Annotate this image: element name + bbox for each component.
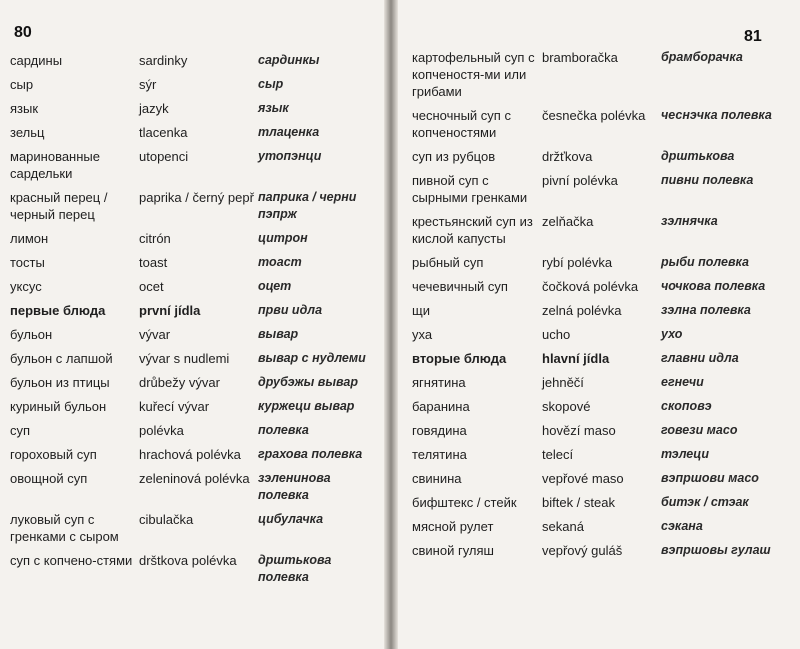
czech-term: tlacenka (139, 125, 188, 140)
czech-term: vepřový guláš (542, 543, 623, 558)
table-row (412, 467, 796, 491)
pronunciation: сардинкы (258, 53, 320, 67)
russian-term: суп (10, 423, 31, 438)
czech-term: vývar s nudlemi (139, 351, 230, 366)
table-row (10, 145, 382, 186)
czech-term: hlavní jídla (542, 351, 610, 366)
russian-term: свинина (412, 471, 462, 486)
table-row (10, 251, 382, 275)
table-row (10, 186, 382, 227)
pronunciation: рыби полевка (661, 255, 749, 269)
czech-term: citrón (139, 231, 171, 246)
czech-term: hovězí maso (542, 423, 616, 438)
pronunciation: зэленинова полевка (258, 471, 331, 502)
russian-term: суп из рубцов (412, 149, 496, 164)
russian-term: овощной суп (10, 471, 88, 486)
table-row (412, 371, 796, 395)
table-row (412, 104, 796, 145)
russian-term: гороховый суп (10, 447, 97, 462)
czech-term: skopové (542, 399, 591, 414)
pronunciation: брамборачка (661, 50, 743, 64)
czech-term: paprika / černý pepř (139, 190, 254, 205)
pronunciation: ухо (661, 327, 683, 341)
czech-term: první jídla (139, 303, 201, 318)
pronunciation: тлаценка (258, 125, 320, 139)
czech-term: jazyk (139, 101, 169, 116)
russian-term: бульон (10, 327, 53, 342)
russian-term: лимон (10, 231, 49, 246)
table-row (412, 443, 796, 467)
czech-term: ucho (542, 327, 571, 342)
czech-term: rybí polévka (542, 255, 613, 270)
russian-term: бульон из птицы (10, 375, 110, 390)
pronunciation: сыр (258, 77, 284, 91)
table-row (10, 49, 382, 73)
table-row (412, 210, 796, 251)
table-row (10, 467, 382, 508)
russian-term: чечевичный суп (412, 279, 508, 294)
czech-term: zeleninová polévka (139, 471, 250, 486)
table-row (10, 275, 382, 299)
czech-term: bramboračka (542, 50, 618, 65)
table-row (10, 443, 382, 467)
czech-term: polévka (139, 423, 184, 438)
czech-term: utopenci (139, 149, 189, 164)
page-number-right: 81 (744, 28, 762, 45)
russian-term: сыр (10, 77, 34, 92)
pronunciation: скоповэ (661, 399, 712, 413)
pronunciation: полевка (258, 423, 309, 437)
czech-term: sekaná (542, 519, 584, 534)
table-row (10, 227, 382, 251)
table-row (412, 347, 796, 371)
russian-term: мясной рулет (412, 519, 494, 534)
czech-term: zelňačka (542, 214, 594, 229)
czech-term: cibulačka (139, 512, 194, 527)
russian-term: свиной гуляш (412, 543, 494, 558)
table-row (10, 73, 382, 97)
russian-term: вторые блюда (412, 351, 507, 366)
pronunciation: чочкова полевка (661, 279, 766, 293)
pronunciation: вэпршовы гулаш (661, 543, 771, 557)
pronunciation: зэлнячка (661, 214, 718, 228)
table-row (10, 549, 382, 590)
table-row (412, 491, 796, 515)
czech-term: ocet (139, 279, 164, 294)
russian-term: зельц (10, 125, 45, 140)
czech-term: drůbežy vývar (139, 375, 220, 390)
czech-term: sýr (139, 77, 157, 92)
czech-term: vývar (139, 327, 171, 342)
russian-term: сардины (10, 53, 63, 68)
russian-term: тосты (10, 255, 45, 270)
russian-term: пивной суп с сырными гренками (412, 173, 528, 205)
pronunciation: вывар с нудлеми (258, 351, 366, 365)
czech-term: drštkova polévka (139, 553, 237, 568)
russian-term: щи (412, 303, 430, 318)
czech-term: vepřové maso (542, 471, 624, 486)
pronunciation: друбэжы вывар (258, 375, 358, 389)
czech-term: česnečka polévka (542, 108, 646, 123)
pronunciation: дрштькова полевка (258, 553, 332, 584)
table-row (412, 299, 796, 323)
russian-term: телятина (412, 447, 467, 462)
russian-term: чесночный суп с копченостями (412, 108, 511, 140)
czech-term: držťkova (542, 149, 593, 164)
table-row (10, 299, 382, 323)
book-gutter (384, 0, 398, 649)
table-row (412, 275, 796, 299)
table-row (412, 419, 796, 443)
pronunciation: зэлна полевка (661, 303, 751, 317)
pronunciation: први идла (258, 303, 323, 317)
pronunciation: чеснэчка полевка (661, 108, 772, 122)
czech-term: jehněčí (542, 375, 584, 390)
czech-term: pivní polévka (542, 173, 618, 188)
table-row (10, 347, 382, 371)
pronunciation: говези масо (661, 423, 738, 437)
table-row (10, 395, 382, 419)
pronunciation: дрштькова (661, 149, 735, 163)
pronunciation: тоаст (258, 255, 302, 269)
russian-term: крестьянский суп из кислой капусты (412, 214, 533, 246)
russian-term: первые блюда (10, 303, 106, 318)
pronunciation: оцет (258, 279, 292, 293)
czech-term: hrachová polévka (139, 447, 241, 462)
czech-term: kuřecí vývar (139, 399, 210, 414)
table-row (412, 46, 796, 104)
right-phrase-table (412, 46, 796, 563)
pronunciation: пивни полевка (661, 173, 754, 187)
page-number-left: 80 (14, 24, 32, 41)
russian-term: язык (10, 101, 39, 116)
czech-term: telecí (542, 447, 574, 462)
table-row (412, 251, 796, 275)
table-row (10, 508, 382, 549)
table-row (412, 395, 796, 419)
pronunciation: вэпршови масо (661, 471, 759, 485)
left-phrase-table (10, 49, 382, 590)
russian-term: картофельный суп с копченостя-ми или грибами (412, 50, 535, 99)
table-row (10, 323, 382, 347)
table-row (412, 323, 796, 347)
czech-term: čočková polévka (542, 279, 639, 294)
pronunciation: егнечи (661, 375, 704, 389)
czech-term: biftek / steak (542, 495, 615, 510)
pronunciation: тэлеци (661, 447, 709, 461)
russian-term: суп с копчено-стями (10, 553, 133, 568)
russian-term: красный перец / черный перец (10, 190, 108, 222)
pronunciation: куржеци вывар (258, 399, 355, 413)
pronunciation: утопэнци (258, 149, 322, 163)
pronunciation: цибулачка (258, 512, 324, 526)
russian-term: бифштекс / стейк (412, 495, 517, 510)
table-row (10, 97, 382, 121)
russian-term: уха (412, 327, 433, 342)
table-row (412, 169, 796, 210)
pronunciation: цитрон (258, 231, 308, 245)
pronunciation: грахова полевка (258, 447, 363, 461)
pronunciation: главни идла (661, 351, 739, 365)
table-row (10, 121, 382, 145)
table-row (412, 539, 796, 563)
russian-term: баранина (412, 399, 470, 414)
table-row (10, 371, 382, 395)
russian-term: луковый суп с гренками с сыром (10, 512, 119, 544)
table-row (412, 515, 796, 539)
pronunciation: язык (258, 101, 289, 115)
russian-term: куриный бульон (10, 399, 107, 414)
czech-term: toast (139, 255, 168, 270)
czech-term: zelná polévka (542, 303, 622, 318)
russian-term: ягнятина (412, 375, 466, 390)
russian-term: бульон с лапшой (10, 351, 113, 366)
pronunciation: битэк / стэак (661, 495, 749, 509)
russian-term: рыбный суп (412, 255, 484, 270)
russian-term: маринованные сардельки (10, 149, 100, 181)
pronunciation: сэкана (661, 519, 703, 533)
russian-term: уксус (10, 279, 42, 294)
russian-term: говядина (412, 423, 467, 438)
pronunciation: паприка / черни пэпрж (258, 190, 357, 221)
pronunciation: вывар (258, 327, 299, 341)
table-row (412, 145, 796, 169)
czech-term: sardinky (139, 53, 188, 68)
table-row (10, 419, 382, 443)
